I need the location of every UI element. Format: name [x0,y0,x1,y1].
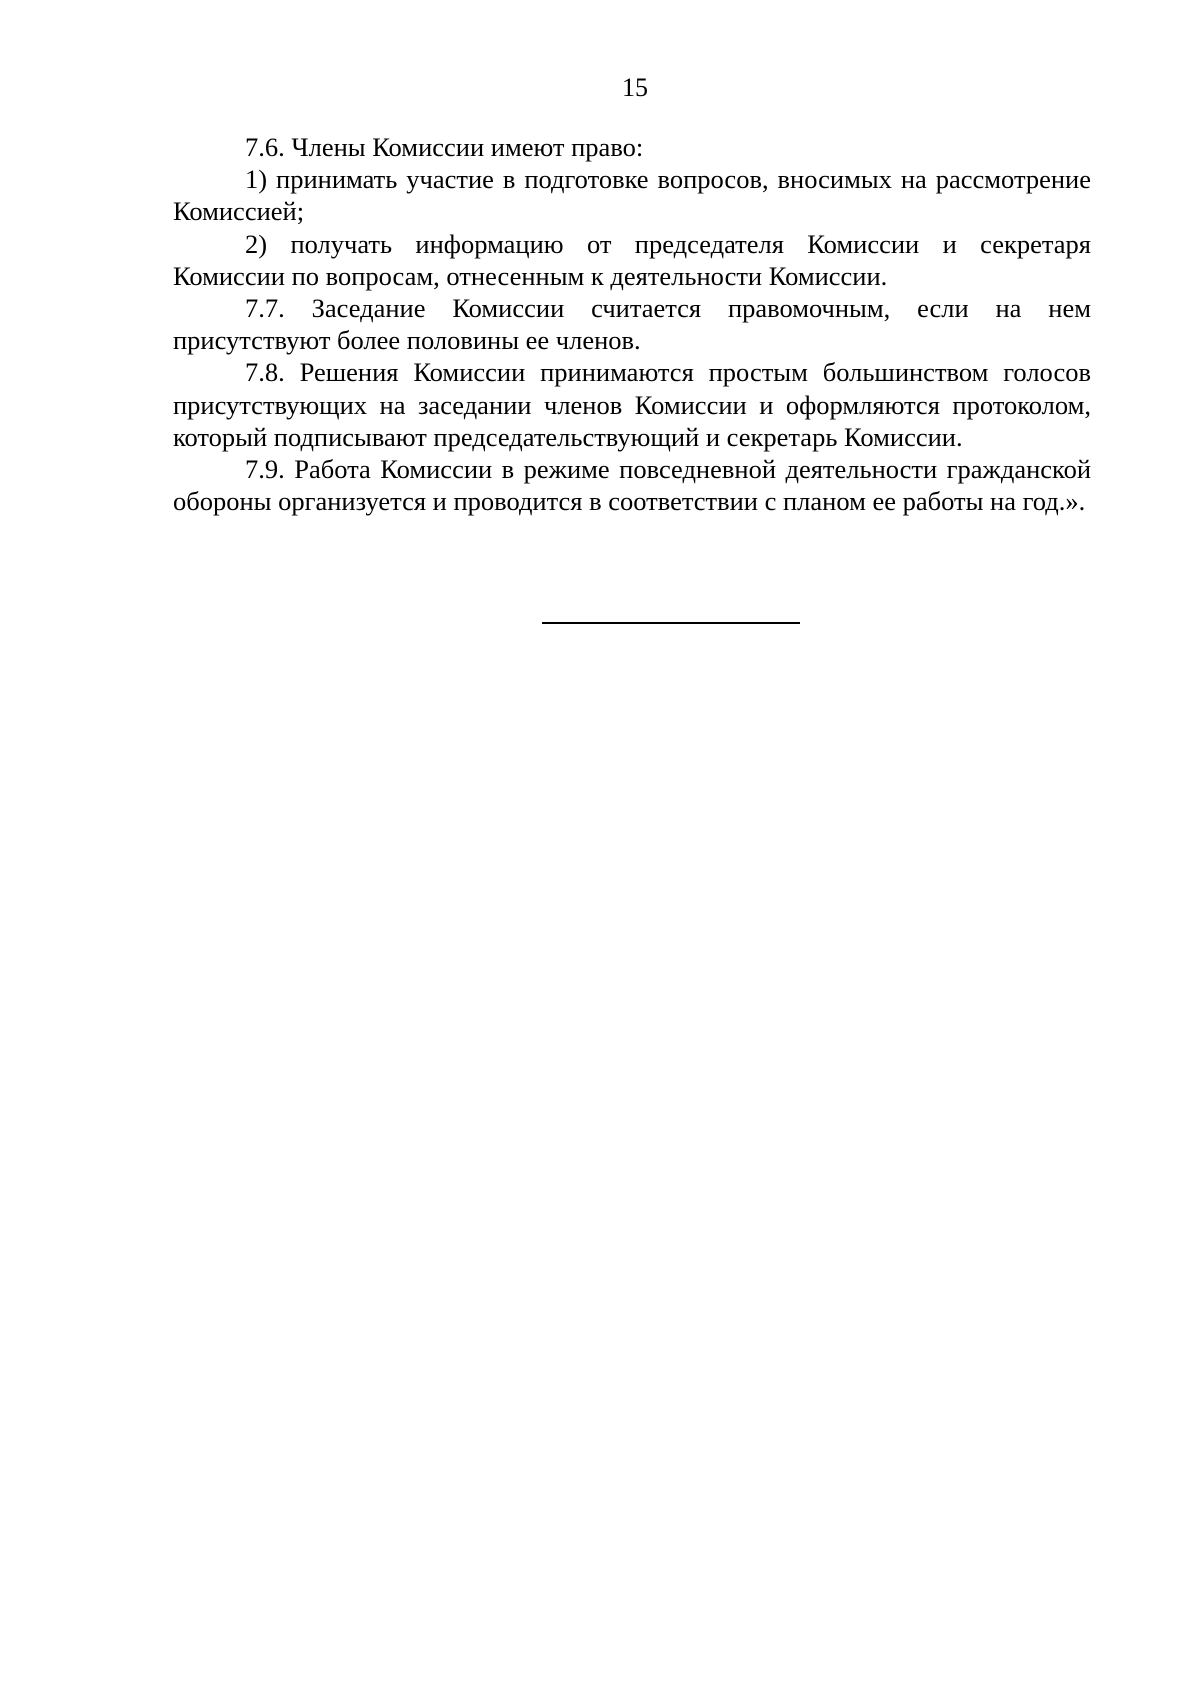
page-number: 15 [622,73,648,102]
document-body [173,131,1091,517]
paragraph-7-6-item-2: 2) получать информацию от председателя Комиссии и секретаря Комиссии по вопросам, отнесенным к деятельности Комиссии. [173,228,1091,291]
paragraph-7-8: 7.8. Решения Комиссии принимаются простым большинством голосов присутствующих на заседании членов Комиссии и оформляются протоколом, который подписывают председательствующий и секретарь Комиссии. [173,357,1091,452]
end-of-document-rule [542,622,800,624]
paragraph-7-7: 7.7. Заседание Комиссии считается правомочным, если на нем присутствуют более половины ее членов. [173,293,1091,356]
paragraph-7-9: 7.9. Работа Комиссии в режиме повседневной деятельности гражданской обороны организуется и проводится в соответствии с планом ее работы на год.». [173,454,1091,517]
paragraph-7-6-item-1: 1) принимать участие в подготовке вопросов, вносимых на рассмотрение Комиссией; [173,164,1091,227]
paragraph-7-6: 7.6. Члены Комиссии имеют право: [245,132,644,162]
